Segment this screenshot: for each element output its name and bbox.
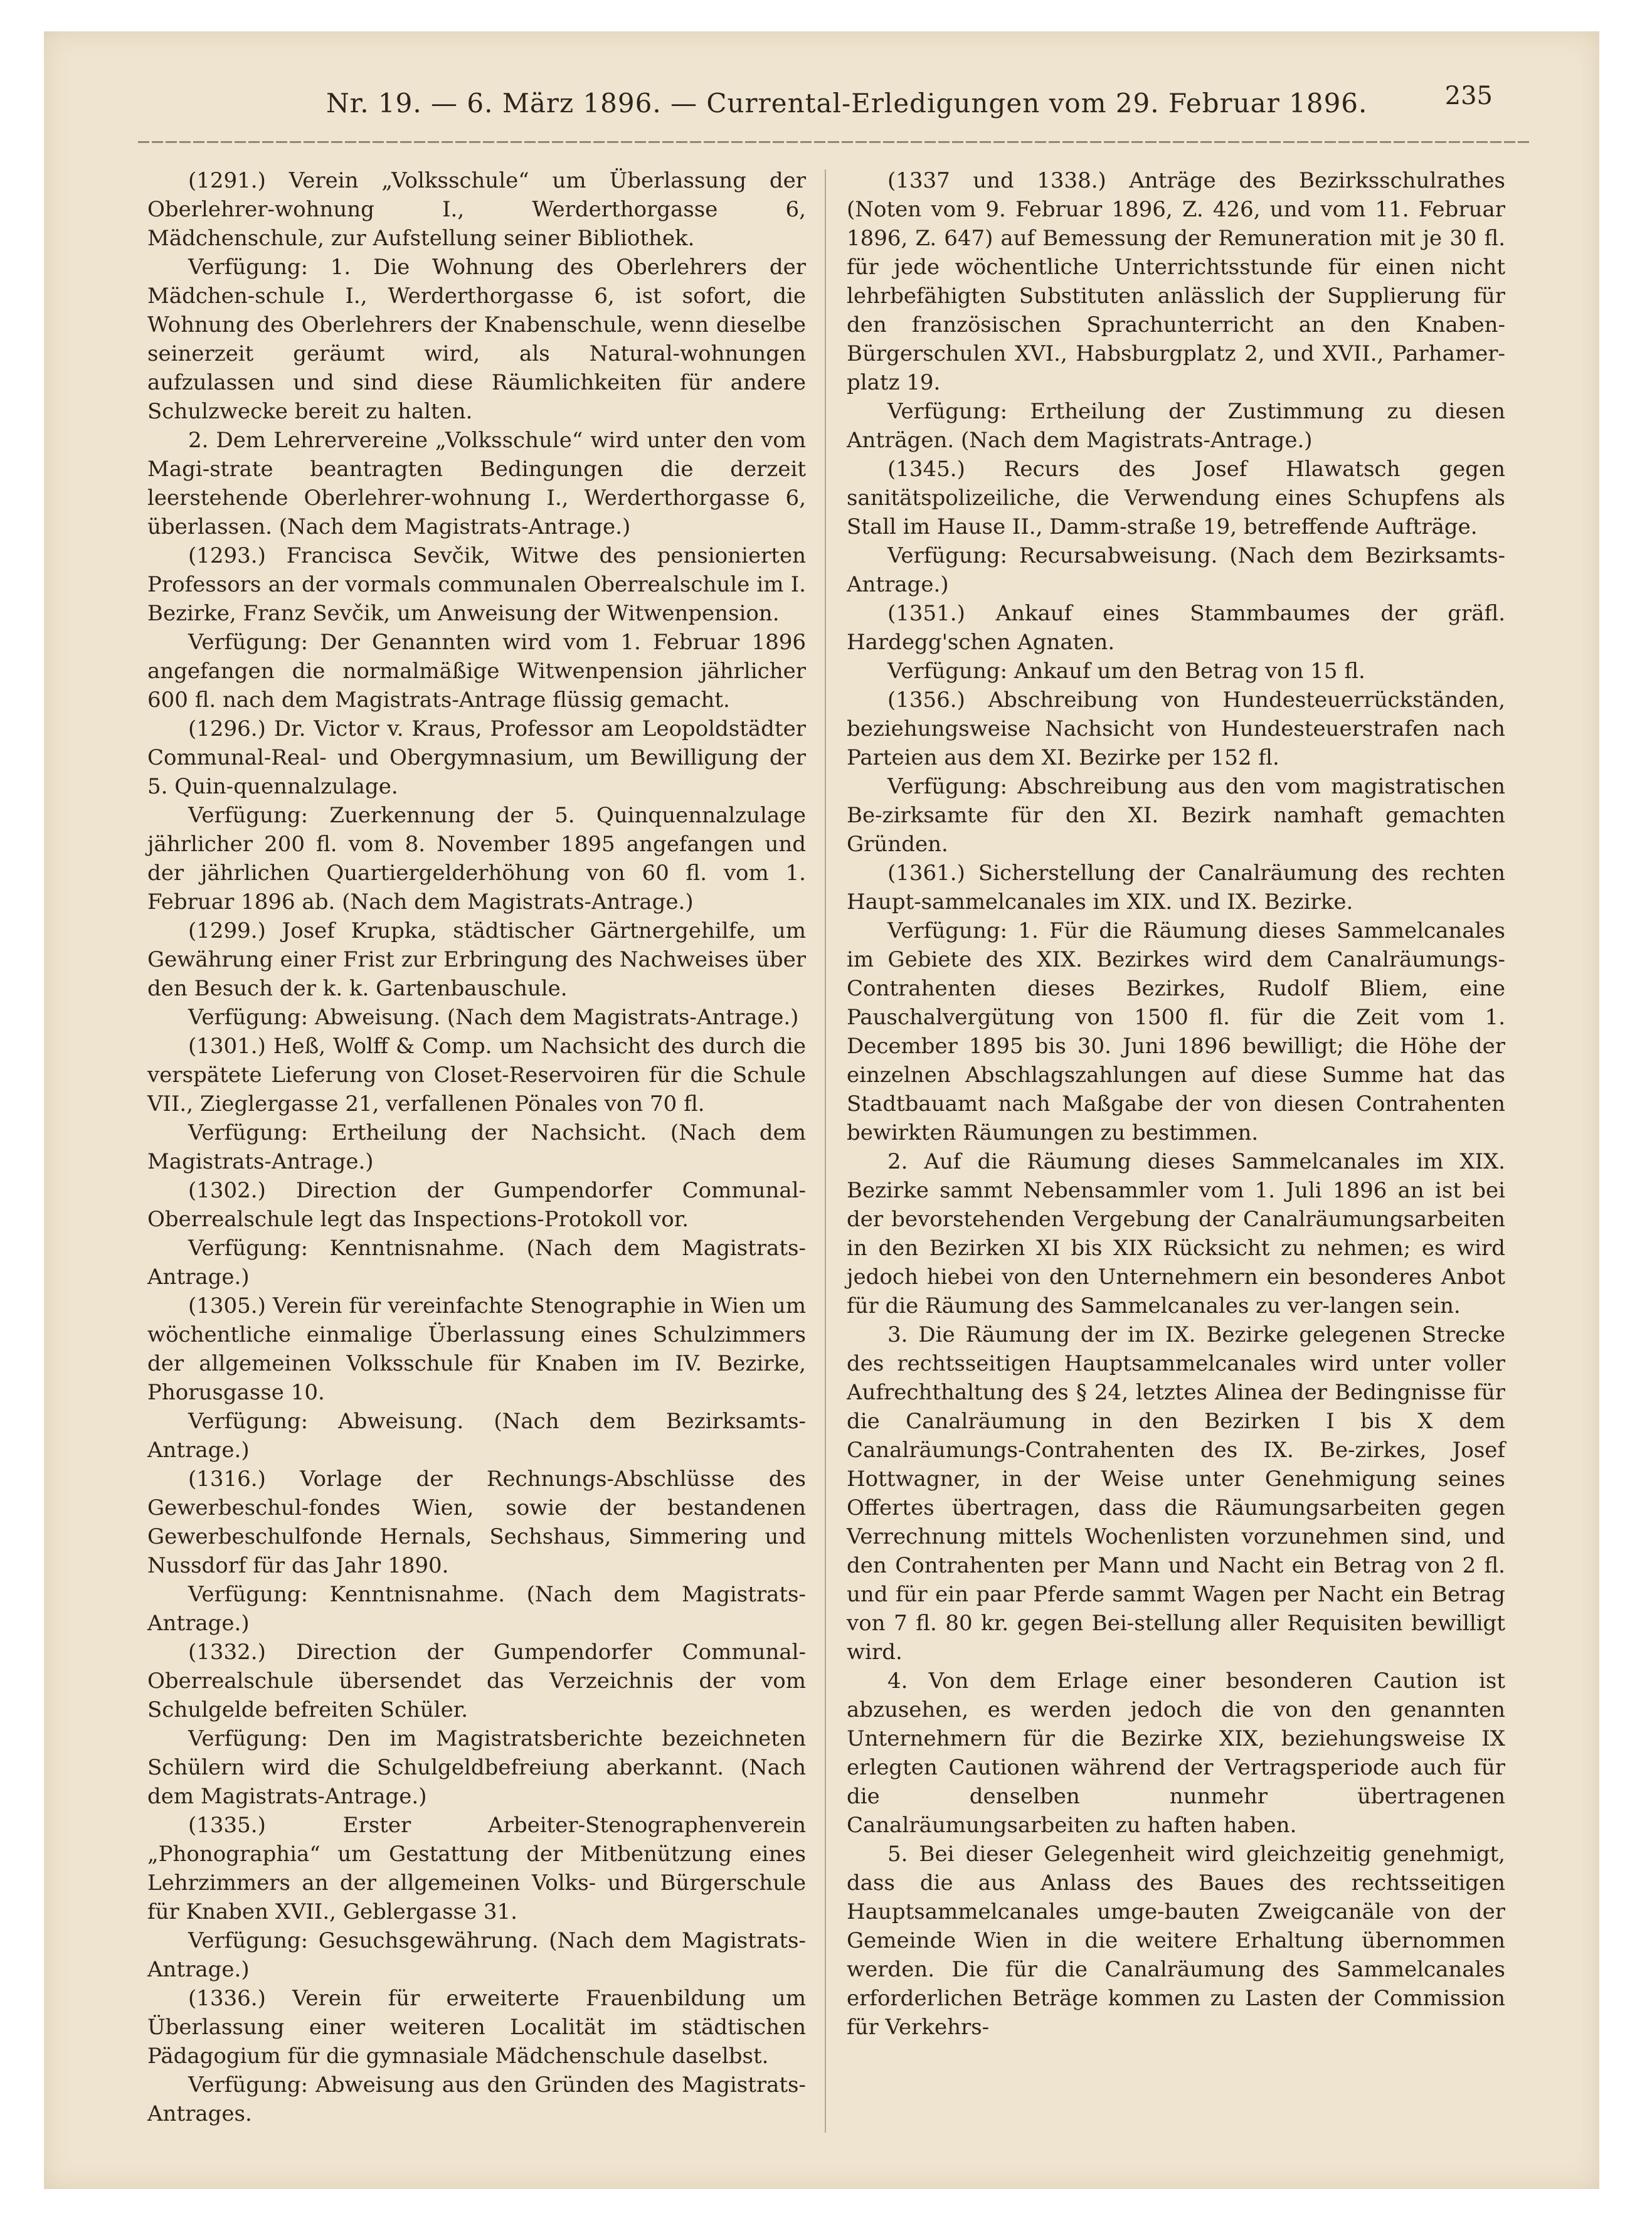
page-header [44, 82, 1599, 132]
paragraph: (1335.) Erster Arbeiter-Stenographenverein „Phonographia“ um Gestattung der Mitbenützung eines Lehrzimmers an der allgemeinen Volks- und Bürgerschule für Knaben XVII., Geblergasse 31. [147, 1813, 806, 1924]
header-rule [138, 141, 1530, 143]
paragraph: (1296.) Dr. Victor v. Kraus, Professor am Leopoldstädter Communal-Real- und Obergymnasium, um Bewilligung der 5. Quin-quennalzulage. [147, 716, 806, 799]
paragraph: Verfügung: Der Genannten wird vom 1. Februar 1896 angefangen die normalmäßige Witwenpension jährlicher 600 fl. nach dem Magistrats-Antrage flüssig gemacht. [147, 630, 806, 713]
paragraph: 2. Dem Lehrervereine „Volksschule“ wird unter den vom Magi-strate beantragten Bedingungen die derzeit leerstehende Oberlehrer-wohnung I., Werderthorgasse 6, überlassen. (Nach dem Magistrats-Antrage.) [147, 428, 806, 539]
document-page [44, 31, 1599, 2189]
paragraph: Verfügung: Ertheilung der Nachsicht. (Nach dem Magistrats-Antrage.) [147, 1120, 806, 1174]
paragraph: (1356.) Abschreibung von Hundesteuerrückständen, beziehungsweise Nachsicht von Hundesteuerstrafen nach Parteien aus dem XI. Bezirke per 152 fl. [847, 687, 1505, 770]
paragraph: Verfügung: Den im Magistratsberichte bezeichneten Schülern wird die Schulgeldbefreiung aberkannt. (Nach dem Magistrats-Antrage.) [147, 1726, 806, 1809]
paragraph: 4. Von dem Erlage einer besonderen Caution ist abzusehen, es werden jedoch die von den genannten Unternehmern für die Bezirke XIX, beziehungsweise IX erlegten Cautionen während der Vertragsperiode auch für die denselben nunmehr übertragenen Canalräumungsarbeiten zu haften haben. [847, 1668, 1505, 1838]
paragraph: 2. Auf die Räumung dieses Sammelcanales im XIX. Bezirke sammt Nebensammler vom 1. Juli 1896 an ist bei der bevorstehenden Vergebung der Canalräumungsarbeiten in den Bezirken XI bis XIX Rücksicht zu nehmen; es wird jedoch hiebei von den Unternehmern ein besonderes Anbot für die Räumung des Sammelcanales zu ver-langen sein. [847, 1149, 1505, 1318]
paragraph: Verfügung: Abweisung. (Nach dem Bezirksamts-Antrage.) [147, 1409, 806, 1463]
paragraph: 3. Die Räumung der im IX. Bezirke gelegenen Strecke des rechtsseitigen Hauptsammelcanales wird unter voller Aufrechthaltung des § 24, letztes Alinea der Bedingnisse für die Canalräumung in den Bezirken I bis X dem Canalräumungs-Contrahenten des IX. Be-zirkes, Josef Hottwagner, in der Weise unter Genehmigung seines Offertes übertragen, dass die Räumungsarbeiten gegen Verrechnung mittels Wochenlisten vorzunehmen sind, und den Contrahenten per Mann und Nacht ein Betrag von 2 fl. und für ein paar Pferde sammt Wagen per Nacht ein Betrag von 7 fl. 80 kr. gegen Bei-stellung aller Requisiten bewilligt wird. [847, 1322, 1505, 1665]
paragraph: Verfügung: Ertheilung der Zustimmung zu diesen Anträgen. (Nach dem Magistrats-Antrage.) [847, 399, 1505, 453]
paragraph: Verfügung: Gesuchsgewährung. (Nach dem Magistrats-Antrage.) [147, 1928, 806, 1982]
paragraph: (1337 und 1338.) Anträge des Bezirksschulrathes (Noten vom 9. Februar 1896, Z. 426, und vom 11. Februar 1896, Z. 647) auf Bemessung der Remuneration mit je 30 fl. für jede wöchentliche Unterrichtsstunde für einen nicht lehrbefähigten Substituten anlässlich der Supplierung für den französischen Sprachunterricht an den Knaben-Bürgerschulen XVI., Habsburgplatz 2, und XVII., Parhamer-platz 19. [847, 168, 1505, 395]
paragraph: (1301.) Heß, Wolff & Comp. um Nachsicht des durch die verspätete Lieferung von Closet-Reservoiren für die Schule VII., Zieglergasse 21, verfallenen Pönales von 70 fl. [147, 1034, 806, 1116]
paragraph: (1302.) Direction der Gumpendorfer Communal-Oberrealschule legt das Inspections-Protokoll vor. [147, 1178, 806, 1232]
paragraph: (1305.) Verein für vereinfachte Stenographie in Wien um wöchentliche einmalige Überlassung eines Schulzimmers der allgemeinen Volksschule für Knaben im IV. Bezirke, Phorusgasse 10. [147, 1293, 806, 1405]
paragraph: Verfügung: Recursabweisung. (Nach dem Bezirksamts-Antrage.) [847, 543, 1505, 597]
paragraph: (1293.) Francisca Sevčik, Witwe des pensionierten Professors an der vormals communalen Oberrealschule im I. Bezirke, Franz Sevčik, um Anweisung der Witwenpension. [147, 543, 806, 626]
right-column [847, 166, 1505, 2042]
running-title: Nr. 19. — 6. März 1896. — Currental-Erledigungen vom 29. Februar 1896. [326, 88, 1368, 119]
paragraph: (1351.) Ankauf eines Stammbaumes der gräfl. Hardegg'schen Agnaten. [847, 601, 1505, 655]
paragraph: 5. Bei dieser Gelegenheit wird gleichzeitig genehmigt, dass die aus Anlass des Baues des rechtsseitigen Hauptsammelcanales umge-bauten Zweigcanäle von der Gemeinde Wien in die weitere Erhaltung übernommen werden. Die für die Canalräumung des Sammelcanales erforderlichen Beträge kommen zu Lasten der Commission für Verkehrs- [847, 1842, 1505, 2040]
paragraph: (1345.) Recurs des Josef Hlawatsch gegen sanitätspolizeiliche, die Verwendung eines Schupfens als Stall im Hause II., Damm-straße 19, betreffende Aufträge. [847, 457, 1505, 539]
paragraph: Verfügung: 1. Für die Räumung dieses Sammelcanales im Gebiete des XIX. Bezirkes wird dem Canalräumungs-Contrahenten dieses Bezirkes, Rudolf Bliem, eine Pauschalvergütung von 1500 fl. für die Zeit vom 1. December 1895 bis 30. Juni 1896 bewilligt; die Höhe der einzelnen Abschlagszahlungen auf diese Summe hat das Stadtbauamt nach Maßgabe der von diesen Contrahenten bewirkten Räumungen zu bestimmen. [847, 918, 1505, 1145]
paragraph: Verfügung: Abweisung. (Nach dem Magistrats-Antrage.) [188, 1005, 799, 1030]
left-column [147, 166, 806, 2128]
paragraph: (1332.) Direction der Gumpendorfer Communal-Oberrealschule übersendet das Verzeichnis der vom Schulgelde befreiten Schüler. [147, 1640, 806, 1722]
paragraph: Verfügung: 1. Die Wohnung des Oberlehrers der Mädchen-schule I., Werderthorgasse 6, ist sofort, die Wohnung des Oberlehrers der Knabenschule, wenn dieselbe seinerzeit geräumt wird, als Natural-wohnungen aufzulassen und sind diese Räumlichkeiten für andere Schulzwecke bereit zu halten. [147, 255, 806, 424]
paragraph: (1291.) Verein „Volksschule“ um Überlassung der Oberlehrer-wohnung I., Werderthorgasse 6, Mädchenschule, zur Aufstellung seiner Bibliothek. [147, 168, 806, 251]
paragraph: Verfügung: Ankauf um den Betrag von 15 fl. [887, 659, 1365, 684]
paragraph: (1299.) Josef Krupka, städtischer Gärtnergehilfe, um Gewährung einer Frist zur Erbringung des Nachweises über den Besuch der k. k. Gartenbauschule. [147, 918, 806, 1001]
page-number: 235 [1444, 82, 1493, 110]
paragraph: Verfügung: Abweisung aus den Gründen des Magistrats-Antrages. [147, 2072, 806, 2126]
paragraph: (1361.) Sicherstellung der Canalräumung des rechten Haupt-sammelcanales im XIX. und IX. Bezirke. [847, 861, 1505, 915]
paragraph: Verfügung: Kenntnisnahme. (Nach dem Magistrats-Antrage.) [147, 1582, 806, 1636]
paragraph: (1316.) Vorlage der Rechnungs-Abschlüsse des Gewerbeschul-fondes Wien, sowie der bestandenen Gewerbeschulfonde Hernals, Sechshaus, Simmering und Nussdorf für das Jahr 1890. [147, 1467, 806, 1578]
paragraph: (1336.) Verein für erweiterte Frauenbildung um Überlassung einer weiteren Localität im städtischen Pädagogium für die gymnasiale Mädchenschule daselbst. [147, 1986, 806, 2069]
paragraph: Verfügung: Zuerkennung der 5. Quinquennalzulage jährlicher 200 fl. vom 8. November 1895 angefangen und der jährlichen Quartiergelderhöhung von 60 fl. vom 1. Februar 1896 ab. (Nach dem Magistrats-Antrage.) [147, 803, 806, 915]
column-divider [825, 169, 826, 2133]
paragraph: Verfügung: Abschreibung aus den vom magistratischen Be-zirksamte für den XI. Bezirk namhaft gemachten Gründen. [847, 774, 1505, 857]
paragraph: Verfügung: Kenntnisnahme. (Nach dem Magistrats-Antrage.) [147, 1236, 806, 1290]
